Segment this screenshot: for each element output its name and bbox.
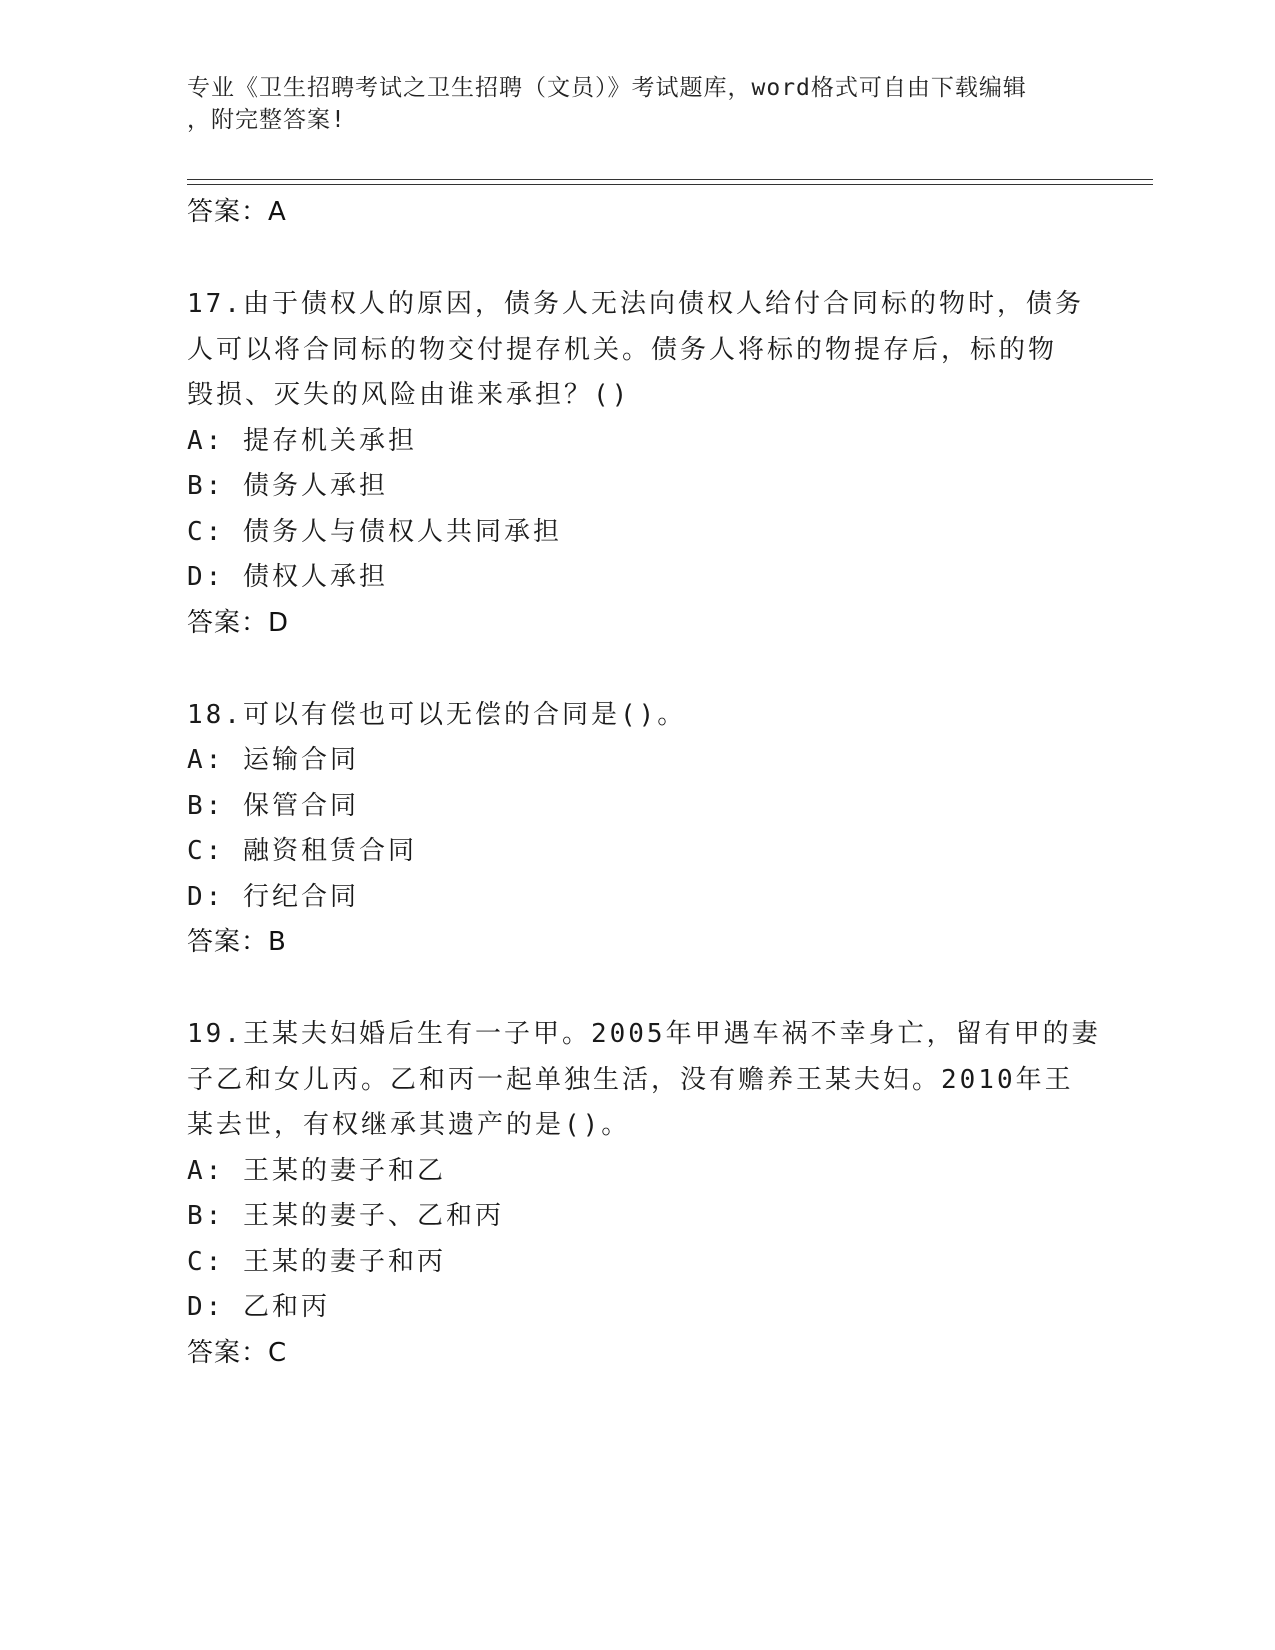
question-answer: 答案：D <box>187 607 290 638</box>
previous-answer: 答案：A <box>187 197 287 227</box>
question-19 <box>187 1012 1101 1375</box>
option-d: D: 行纪合同 <box>187 881 359 912</box>
question-text-line: 17.由于债权人的原因，债务人无法向债权人给付合同标的物时，债务 <box>187 289 1084 319</box>
option-a: A: 提存机关承担 <box>187 425 417 456</box>
question-text-line: 子乙和女儿丙。乙和丙一起单独生活，没有赡养王某夫妇。2010年王 <box>187 1064 1074 1095</box>
question-list <box>187 190 1101 1375</box>
spacer <box>187 234 1087 282</box>
question-text-line: 某去世，有权继承其遗产的是()。 <box>187 1110 631 1140</box>
option-b: B: 王某的妻子、乙和丙 <box>187 1201 504 1231</box>
option-a: A: 王某的妻子和乙 <box>187 1155 446 1186</box>
header-divider-top <box>187 179 1153 180</box>
option-b: B: 保管合同 <box>187 790 359 821</box>
option-b: B: 债务人承担 <box>187 471 388 501</box>
option-c: C: 债务人与债权人共同承担 <box>187 516 562 547</box>
question-18 <box>187 693 1087 965</box>
option-a: A: 运输合同 <box>187 745 359 775</box>
header-line-1: 专业《卫生招聘考试之卫生招聘（文员）》考试题库，word格式可自由下载编辑 <box>187 75 1027 101</box>
header-divider-bottom <box>187 184 1153 185</box>
question-17 <box>187 282 1087 645</box>
header-line-2: ，附完整答案! <box>187 107 346 133</box>
question-text-line: 人可以将合同标的物交付提存机关。债务人将标的物提存后，标的物 <box>187 334 1058 365</box>
question-answer: 答案：B <box>187 927 287 957</box>
option-d: D: 债权人承担 <box>187 562 388 592</box>
option-c: C: 王某的妻子和丙 <box>187 1246 446 1277</box>
spacer <box>187 964 1087 1012</box>
question-text-line: 18.可以有偿也可以无偿的合同是()。 <box>187 699 687 730</box>
question-text-line: 毁损、灭失的风险由谁来承担？() <box>187 380 631 410</box>
question-answer: 答案：C <box>187 1337 288 1368</box>
spacer <box>187 645 1087 693</box>
option-c: C: 融资租赁合同 <box>187 836 417 866</box>
option-d: D: 乙和丙 <box>187 1292 330 1322</box>
document-header <box>187 72 1067 136</box>
question-text-line: 19.王某夫妇婚后生有一子甲。2005年甲遇车祸不幸身亡，留有甲的妻 <box>187 1019 1101 1049</box>
